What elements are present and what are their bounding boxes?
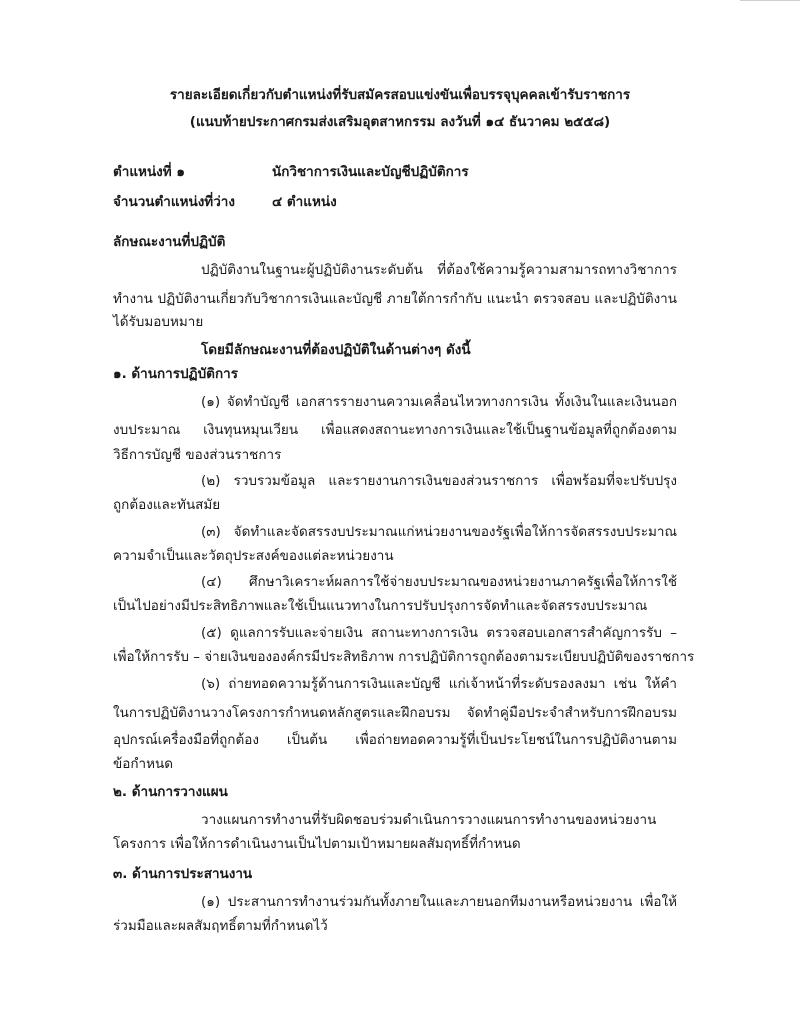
section1-line-5: ถูกต้องและทันสมัย [113,497,221,513]
section1-line-9: เป็นไปอย่างมีประสิทธิภาพและใช้เป็นแนวทางในการปรับปรุงการจัดทำและจัดสรรงบประมาณ [113,598,648,614]
section2-line-1: วางแผนการทำงานที่รับผิดชอบร่วมดำเนินการวางแผนการทำงานของหน่วยงาน [201,812,657,828]
nature-line-1: ปฏิบัติงานในฐานะผู้ปฏิบัติงานระดับต้น ที่ต้องใช้ความรู้ความสามารถทางวิชาการ [201,262,677,278]
section1-line-13: ในการปฏิบัติงานวางโครงการกำหนดหลักสูตรและฝึกอบรม จัดทำคู่มือประจำสำหรับการฝึกอบรม [113,705,677,721]
section3-line-2: ร่วมมือและผลสัมฤทธิ์ตามที่กำหนดไว้ [113,918,328,934]
section2-heading: ๒. ด้านการวางแผน [113,784,228,800]
nature-line-3: ได้รับมอบหมาย [113,314,204,330]
nature-line-2: ทำงาน ปฏิบัติงานเกี่ยวกับวิชาการเงินและบัญชี ภายใต้การกำกับ แนะนำ ตรวจสอบ และปฏิบัติงาน [113,291,677,307]
section1-line-1: (๑) จัดทำบัญชี เอกสารรายงานความเคลื่อนไหวทางการเงิน ทั้งเงินในและเงินนอก [201,394,677,410]
section1-line-2: งบประมาณ เงินทุนหมุนเวียน เพื่อแสดงสถานะทางการเงินและใช้เป็นฐานข้อมูลที่ถูกต้องตาม [113,422,677,438]
scan-edge-mark [740,0,800,13]
nature-subheading: โดยมีลักษณะงานที่ต้องปฏิบัติในด้านต่างๆ ดังนี้ [201,342,471,358]
section1-line-12: (๖) ถ่ายทอดความรู้ด้านการเงินและบัญชี แก่เจ้าหน้าที่ระดับรองลงมา เช่น ให้คำ [201,676,677,692]
section3-line-1: (๑) ประสานการทำงานร่วมกันทั้งภายในและภายนอกทีมงานหรือหน่วยงาน เพื่อให้ [201,894,677,910]
nature-heading: ลักษณะงานที่ปฏิบัติ [113,234,226,250]
section1-line-10: (๕) ดูแลการรับและจ่ายเงิน สถานะทางการเงิน ตรวจสอบเอกสารสำคัญการรับ – [201,625,677,641]
section1-line-3: วิธีการบัญชี ของส่วนราชการ [113,447,282,463]
section1-line-15: ข้อกำหนด [113,756,173,772]
vacancy-label: จำนวนตำแหน่งที่ว่าง [113,194,235,210]
vacancy-value: ๔ ตำแหน่ง [272,194,337,210]
position-name: นักวิชาการเงินและบัญชีปฏิบัติการ [272,164,469,180]
section3-heading: ๓. ด้านการประสานงาน [113,866,253,882]
section1-line-6: (๓) จัดทำและจัดสรรงบประมาณแก่หน่วยงานของรัฐเพื่อให้การจัดสรรงบประมาณ [201,524,677,540]
section1-heading: ๑. ด้านการปฏิบัติการ [113,366,238,382]
section1-line-4: (๒) รวบรวมข้อมูล และรายงานการเงินของส่วนราชการ เพื่อพร้อมที่จะปรับปรุง [201,473,677,489]
position-number-label: ตำแหน่งที่ ๑ [113,164,185,180]
section1-line-11: เพื่อให้การรับ – จ่ายเงินขององค์กรมีประสิทธิภาพ การปฏิบัติการถูกต้องตามระเบียบปฏิบัติของราชการ [113,649,695,665]
section2-line-2: โครงการ เพื่อให้การดำเนินงานเป็นไปตามเป้าหมายผลสัมฤทธิ์ที่กำหนด [113,836,521,852]
section1-line-8: (๔) ศึกษาวิเคราะห์ผลการใช้จ่ายงบประมาณของหน่วยงานภาครัฐเพื่อให้การใช้ [201,574,677,590]
title-line-2: (แนบท้ายประกาศกรมส่งเสริมอุตสาหกรรม ลงวันที่ ๑๔ ธันวาคม ๒๕๕๘) [189,114,611,130]
section1-line-7: ความจำเป็นและวัตถุประสงค์ของแต่ละหน่วยงาน [113,548,394,564]
section1-line-14: อุปกรณ์เครื่องมือที่ถูกต้อง เป็นต้น เพื่อถ่ายทอดความรู้ที่เป็นประโยชน์ในการปฏิบัติงานตาม [113,732,677,748]
title-line-1: รายละเอียดเกี่ยวกับตำแหน่งที่รับสมัครสอบแข่งขันเพื่อบรรจุบุคคลเข้ารับราชการ [169,87,631,103]
